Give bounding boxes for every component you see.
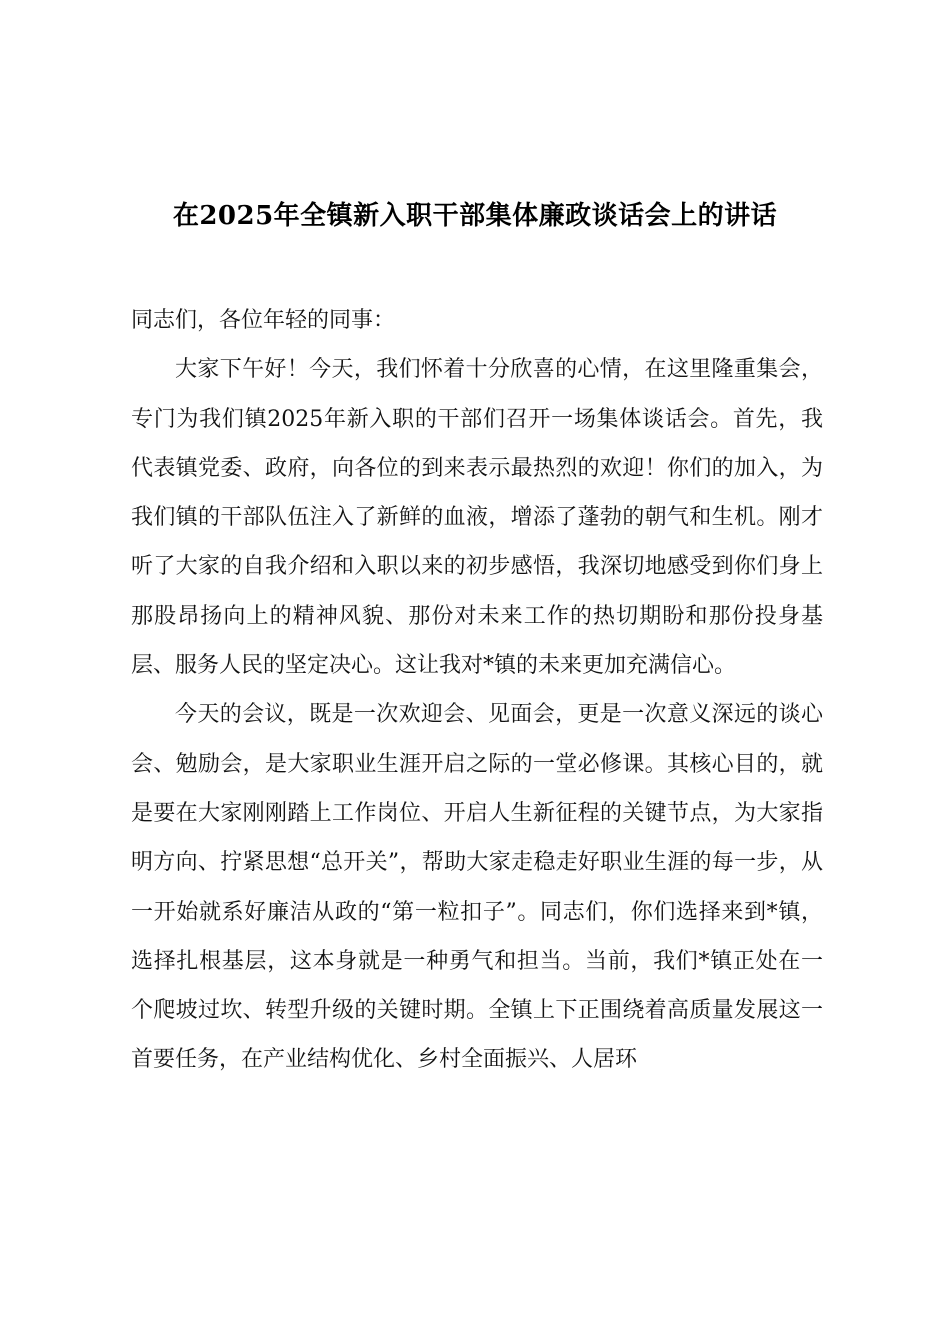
paragraph-2: 今天的会议，既是一次欢迎会、见面会，更是一次意义深远的谈心会、勉励会，是大家职业生涯开启之际的一堂必修课。其核心目的，就是要在大家刚刚踏上工作岗位、开启人生新征程的关键节点，为大家指明方向、拧紧思想“总开关”，帮助大家走稳走好职业生涯的每一步，从一开始就系好廉洁从政的“第一粒扣子”。同志们，你们选择来到*镇，选择扎根基层，这本身就是一种勇气和担当。当前，我们*镇正处在一个爬坡过坎、转型升级的关键时期。全镇上下正围绕着高质量发展这一首要任务，在产业结构优化、乡村全面振兴、人居环: [131, 702, 823, 1073]
document-body: [131, 296, 823, 1085]
salutation: 同志们，各位年轻的同事：: [131, 308, 396, 333]
document-title: 在2025年全镇新入职干部集体廉政谈话会上的讲话: [172, 201, 778, 231]
paragraph-1: 大家下午好！今天，我们怀着十分欣喜的心情，在这里隆重集会，专门为我们镇2025年新入职的干部们召开一场集体谈话会。首先，我代表镇党委、政府，向各位的到来表示最热烈的欢迎！你们的加入，为我们镇的干部队伍注入了新鲜的血液，增添了蓬勃的朝气和生机。刚才听了大家的自我介绍和入职以来的初步感悟，我深切地感受到你们身上那股昂扬向上的精神风貌、那份对未来工作的热切期盼和那份投身基层、服务人民的坚定决心。这让我对*镇的未来更加充满信心。: [131, 357, 823, 679]
